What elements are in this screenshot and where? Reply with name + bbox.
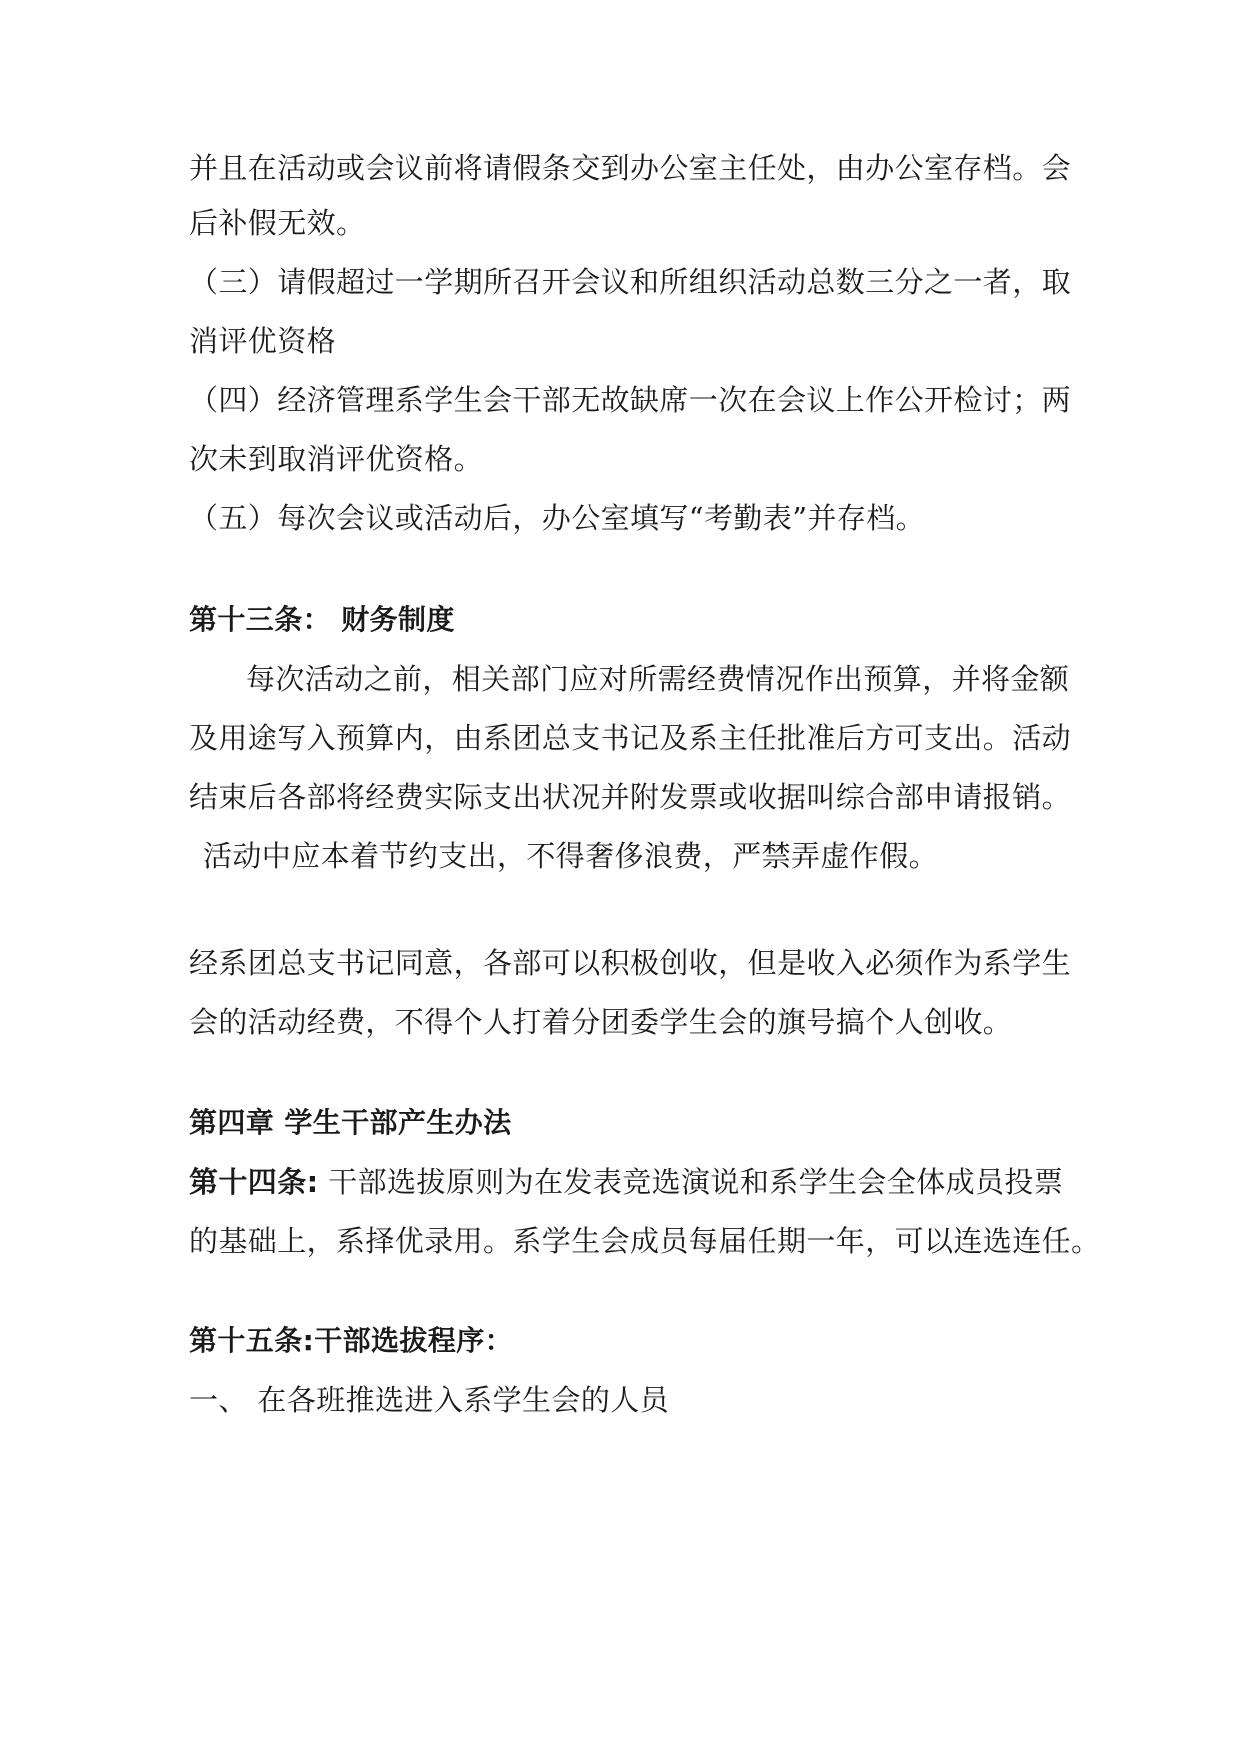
list-item-three: （三）请假超过一学期所召开会议和所组织活动总数三分之一者，取	[189, 265, 1072, 299]
paragraph-line: 次未到取消评优资格。	[189, 442, 484, 476]
article-13-paragraph: 及用途写入预算内，由系团总支书记及系主任批准后方可支出。活动	[189, 721, 1072, 755]
article-13-paragraph: 每次活动之前，相关部门应对所需经费情况作出预算，并将金额	[246, 662, 1070, 696]
article-14-text: 干部选拔原则为在发表竞选演说和系学生会全体成员投票	[318, 1165, 1064, 1199]
paragraph-line: 并且在活动或会议前将请假条交到办公室主任处，由办公室存档。会	[189, 151, 1072, 185]
list-item-five: （五）每次会议或活动后，办公室填写“考勤表”并存档。	[189, 501, 926, 535]
list-item-four: （四）经济管理系学生会干部无故缺席一次在会议上作公开检讨；两	[189, 383, 1072, 417]
article-15-heading: 第十五条:干部选拔程序：	[189, 1324, 513, 1357]
article-15-item-1: 一、 在各班推选进入系学生会的人员	[189, 1383, 670, 1417]
article-14-label: 第十四条:	[189, 1165, 319, 1199]
paragraph-line: 消评优资格	[189, 324, 337, 358]
article-14-line	[189, 1162, 1069, 1202]
article-13-paragraph-2: 会的活动经费，不得个人打着分团委学生会的旗号搞个人创收。	[189, 1005, 1013, 1039]
article-13-paragraph: 结束后各部将经费实际支出状况并附发票或收据叫综合部申请报销。	[189, 780, 1072, 814]
paragraph-line: 后补假无效。	[189, 206, 366, 240]
article-14-line: 的基础上，系择优录用。系学生会成员每届任期一年，可以连选连任。	[189, 1224, 1101, 1258]
chapter-4-heading: 第四章 学生干部产生办法	[189, 1106, 512, 1139]
article-13-paragraph: 活动中应本着节约支出，不得奢侈浪费，严禁弄虚作假。	[203, 839, 939, 873]
article-13-paragraph-2: 经系团总支书记同意，各部可以积极创收，但是收入必须作为系学生	[189, 946, 1072, 980]
article-13-heading: 第十三条： 财务制度	[189, 603, 455, 636]
